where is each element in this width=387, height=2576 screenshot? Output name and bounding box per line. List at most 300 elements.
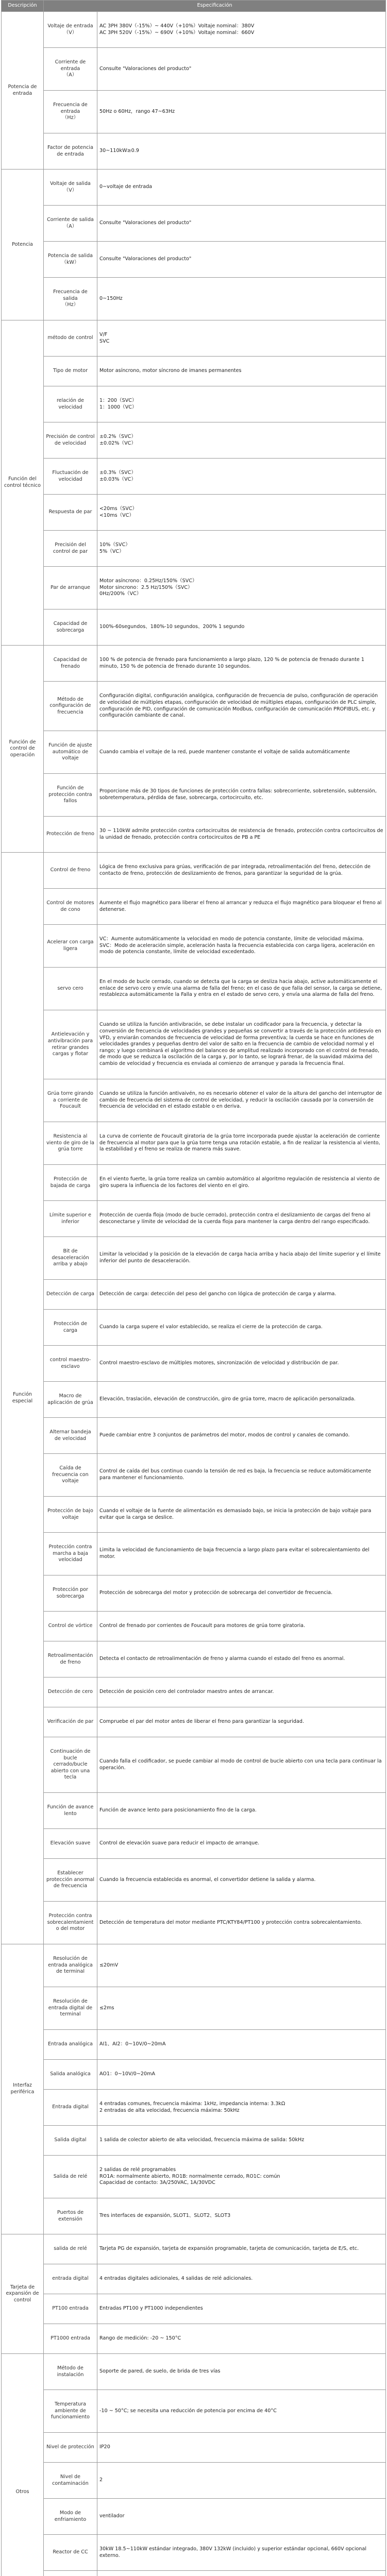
table-row	[2, 1677, 386, 1707]
item-label: Factor de potencia de entrada	[44, 133, 97, 170]
spec-value	[97, 2126, 386, 2156]
spec-line: AO1：0~10V/0~20mA	[99, 2071, 156, 2077]
table-row	[2, 278, 386, 320]
table-header-row	[2, 1, 386, 12]
spec-line: 100 % de potencia de frenado para funcionamiento a largo plazo, 120 % de potencia de frenado durante 1 minuto, 150 % de potencia de frenado durante 10 segundos.	[99, 656, 366, 669]
spec-value	[97, 531, 386, 567]
item-label: Fluctuación de velocidad	[44, 459, 97, 495]
spec-value	[97, 2390, 386, 2433]
table-row	[2, 1737, 386, 1793]
table-row	[2, 386, 386, 422]
table-row	[2, 2390, 386, 2433]
table-row	[2, 48, 386, 91]
spec-value	[97, 1829, 386, 1859]
item-label: Temperatura ambiente de funcionamiento	[44, 2390, 97, 2433]
item-label: Nivel de contaminación	[44, 2463, 97, 2499]
table-row	[2, 2324, 386, 2354]
spec-line: Cuando se utiliza la función antivibración, se debe instalar un codificador para la frecuencia, y detectar la conversión de frecuencia de velocidades grandes y pequeñas se convertir a través de la protección antidesvío en VFD, y enviarán comandos de frecuencia de velocidad de forma preventiva; la cuerda se hace en funciones de velocidades grandes y pequeñas dentro del valor de salto en la frecuencia de cambio de velocidad normal y el rango; y luego combinará el algoritmo del balanceo de amplitud realizado incorporado con el control de frenado, de modo que se reduzca la oscilación de la carga y, por lo tanto, se logrará frenar, de la suavidad máxima del cambio de velocidad y frecuencia es enviada al comienzo de arranque y parada la frecuencia final.	[99, 1022, 383, 1067]
spec-value	[97, 1346, 386, 1382]
spec-line: 0~voltaje de entrada	[99, 184, 153, 190]
item-label: Protección de bajo voltaje	[44, 1497, 97, 1533]
spec-value	[97, 2156, 386, 2198]
spec-value	[97, 774, 386, 817]
table-row	[2, 2499, 386, 2535]
item-label: control maestro-esclavo	[44, 1346, 97, 1382]
item-label: Detección de cero	[44, 1677, 97, 1707]
spec-line: 100%-60segundos、180%-10 segundos、200% 1 segundo	[99, 624, 245, 630]
group-label: Función de control de operación	[2, 646, 44, 853]
spec-value	[97, 2571, 386, 2576]
spec-value	[97, 1533, 386, 1575]
spec-value	[97, 853, 386, 889]
spec-line: Compruebe el par del motor antes de liberar el freno para garantizar la seguridad.	[99, 1719, 305, 1725]
spec-line: 30 ~ 110kW admite protección contra cortocircuitos de resistencia de frenado, protección contra cortocircuitos de la unidad de frenado, protección contra cortocircuitos de PB a PE	[99, 827, 385, 840]
table-row	[2, 774, 386, 817]
table-row	[2, 1793, 386, 1829]
spec-value	[97, 242, 386, 278]
table-row	[2, 1533, 386, 1575]
spec-line: -10 ~ 50°C; se necesita una reducción de potencia por encima de 40°C	[99, 2408, 277, 2414]
spec-line: 5%（VC）	[99, 548, 124, 554]
spec-line: ±0.2%（SVC）	[99, 433, 136, 439]
spec-line: Detección de temperatura del motor mediante PTC/KTY84/PT100 y protección contra sobrecalentamiento.	[99, 1919, 362, 1925]
item-label: Frecuencia de salida （Hz）	[44, 278, 97, 320]
item-label: Capacidad de frenado	[44, 646, 97, 682]
spec-line: Consulte "Valoraciones del producto"	[99, 220, 192, 226]
spec-value	[97, 386, 386, 422]
item-label: Entrada analógica	[44, 2030, 97, 2060]
spec-value	[97, 1079, 386, 1122]
spec-value	[97, 1418, 386, 1454]
table-row	[2, 1010, 386, 1079]
table-row	[2, 1859, 386, 1902]
spec-value	[97, 2499, 386, 2535]
spec-line: Cuando falla el codificador, se puede cambiar al modo de control de bucle abierto con una tecla para continuar la operación.	[99, 1758, 383, 1771]
item-label: método de control	[44, 320, 97, 357]
spec-line: Consulte "Valoraciones del producto"	[99, 65, 192, 72]
spec-value	[97, 1677, 386, 1707]
spec-line: Control de frenado por corrientes de Foucault para motores de grúa torre giratoria.	[99, 1623, 306, 1629]
item-label: Bit de desaceleración arriba y abajo	[44, 1237, 97, 1280]
spec-line: Control maestro-esclavo de múltiples motores, sincronización de velocidad y distribución de par.	[99, 1360, 339, 1366]
spec-value	[97, 1987, 386, 2030]
spec-line: Detección de carga: detección del peso del gancho con lógica de protección de carga y alarma.	[99, 1291, 336, 1297]
table-row	[2, 1497, 386, 1533]
group-label: Potencia	[2, 170, 44, 320]
table-row	[2, 133, 386, 170]
item-label: Voltaje de entrada （V）	[44, 12, 97, 48]
spec-value	[97, 2060, 386, 2090]
table-row	[2, 2354, 386, 2390]
spec-line: ±0.02%（VC）	[99, 440, 136, 446]
spec-line: Proporcione más de 30 tipos de funciones de protección contra fallas: sobrecorriente, sobretensión, subtensión, sobretemperatura, pérdida de fase, sobrecarga, cortocircuito, etc.	[99, 788, 378, 801]
table-row	[2, 1346, 386, 1382]
spec-value	[97, 1280, 386, 1310]
spec-value	[97, 1707, 386, 1737]
spec-value	[97, 646, 386, 682]
spec-value	[97, 2234, 386, 2264]
spec-value	[97, 1201, 386, 1237]
table-row	[2, 1454, 386, 1497]
spec-line: 10%（SVC）	[99, 541, 130, 548]
item-label: Método de instalación	[44, 2354, 97, 2390]
table-row	[2, 2433, 386, 2463]
spec-value	[97, 2198, 386, 2234]
item-label	[44, 2571, 97, 2576]
group-label: Tarjeta de expansión de control	[2, 2234, 44, 2354]
item-label: Puertos de extensión	[44, 2198, 97, 2234]
spec-value	[97, 2463, 386, 2499]
spec-value	[97, 1122, 386, 1165]
spec-value	[97, 2294, 386, 2324]
spec-line: ±0.03%（VC）	[99, 476, 136, 482]
spec-line: AC 3PH 520V（-15%）~ 690V（+10%）Voltaje nominal：660V	[99, 29, 255, 36]
item-label: Método de configuración de frecuencia	[44, 682, 97, 731]
spec-line: 2 entradas de alta velocidad, frecuencia máxima: 50kHz	[99, 2107, 240, 2113]
spec-line: Consulte "Valoraciones del producto"	[99, 256, 192, 262]
spec-line: VC：Aumente automáticamente la velocidad en modo de potencia constante, límite de velocidad máxima.	[99, 936, 364, 942]
item-label: Control de motores de cono	[44, 889, 97, 925]
item-label: Control de vórtice	[44, 1612, 97, 1641]
spec-value	[97, 2324, 386, 2354]
table-row	[2, 12, 386, 48]
spec-value	[97, 2090, 386, 2126]
item-label: Resolución de entrada analógica de terminal	[44, 1944, 97, 1987]
item-label: Nivel de protección	[44, 2433, 97, 2463]
item-label: Función de protección contra fallos	[44, 774, 97, 817]
spec-value	[97, 320, 386, 357]
table-row	[2, 1575, 386, 1612]
table-row	[2, 1707, 386, 1737]
item-label: Alternar bandeja de velocidad	[44, 1418, 97, 1454]
item-label: Límite superior e inferior	[44, 1201, 97, 1237]
spec-value	[97, 1237, 386, 1280]
table-row	[2, 1829, 386, 1859]
table-body	[2, 12, 386, 2576]
group-label: Potencia de entrada	[2, 12, 44, 170]
spec-line: Tarjeta PG de expansión, tarjeta de expansión programable, tarjeta de comunicación, tarjeta de E/S, etc.	[99, 2246, 359, 2252]
table-row	[2, 2198, 386, 2234]
table-row	[2, 2463, 386, 2499]
table-row	[2, 357, 386, 386]
item-label: Retroalimentación de freno	[44, 1641, 97, 1677]
spec-value	[97, 91, 386, 133]
spec-line: RO1A: normalmente abierto, RO1B: normalmente cerrado, RO1C: común	[99, 2173, 280, 2179]
item-label: Salida de relé	[44, 2156, 97, 2198]
spec-value	[97, 48, 386, 91]
spec-line: 0Hz/200%（VC）	[99, 591, 142, 597]
item-label: salida de relé	[44, 2234, 97, 2264]
item-label: Potencia de salida （kW）	[44, 242, 97, 278]
spec-line: Tres interfaces de expansión, SLOT1、SLOT2、SLOT3	[99, 2213, 231, 2219]
spec-line: 2	[99, 2477, 103, 2483]
spec-value	[97, 609, 386, 646]
spec-line: Limita la velocidad de funcionamiento de baja frecuencia a largo plazo para evitar el sobrecalentamiento del motor.	[99, 1547, 371, 1560]
spec-value	[97, 889, 386, 925]
table-row	[2, 531, 386, 567]
spec-line: En el viento fuerte, la grúa torre realiza un cambio automático al algoritmo regulación de resistencia al viento de giro supera la influencia de los factores del viento en el giro.	[99, 1176, 381, 1189]
table-row	[2, 2126, 386, 2156]
spec-value	[97, 1612, 386, 1641]
spec-line: ±0.3%（SVC）	[99, 469, 136, 476]
item-label: Reactor de CC	[44, 2535, 97, 2571]
spec-line: IP20	[99, 2444, 110, 2450]
item-label: Protección contra marcha a baja velocidad	[44, 1533, 97, 1575]
item-label: Resolución de entrada digital de terminal	[44, 1987, 97, 2030]
spec-line: Limitar la velocidad y la posición de la elevación de carga hacia arriba y hacia abajo del límite superior y el límite inferior del punto de desaceleración.	[99, 1251, 382, 1264]
spec-value	[97, 459, 386, 495]
group-label: Otros	[2, 2354, 44, 2576]
item-label: Tipo de motor	[44, 357, 97, 386]
spec-line: Cuando se utiliza la función antivaivén, no es necesario obtener el valor de la altura del gancho del interruptor de cambio de frecuencia del sistema de control de velocidad, y reducir la oscilación causada por la conversión de frecuencia de velocidad en el estado estable o en deriva.	[99, 1091, 384, 1110]
item-label: servo cero	[44, 968, 97, 1010]
spec-line: Entradas PT100 y PT1000 independientes	[99, 2306, 203, 2312]
spec-line: Función de avance lento para posicionamiento fino de la carga.	[99, 1807, 257, 1814]
spec-value	[97, 206, 386, 242]
table-row	[2, 2234, 386, 2264]
spec-value	[97, 1944, 386, 1987]
item-label: Protección contra sobrecalentamiento del motor	[44, 1902, 97, 1944]
table-row	[2, 2571, 386, 2576]
table-row	[2, 2535, 386, 2571]
table-row	[2, 459, 386, 495]
spec-value	[97, 133, 386, 170]
spec-value	[97, 422, 386, 459]
spec-line: Aumente el flujo magnético para liberar el freno al arrancar y reduzca el flujo magnético para bloquear el freno al detenerse.	[99, 900, 383, 912]
spec-line: 1：200（SVC）	[99, 397, 137, 403]
table-row	[2, 1310, 386, 1346]
table-row	[2, 1987, 386, 2030]
spec-line: 0~150Hz	[99, 295, 123, 301]
spec-line: 30~110kW≥0.9	[99, 148, 139, 154]
spec-line: Protección de cuerda floja (modo de bucle cerrado), protección contra el deslizamiento de cargas del freno al desconectarse y límite de velocidad de la cuerda floja para mantener la carga dentro del rango especificado.	[99, 1212, 372, 1225]
item-label: Entrada digital	[44, 2090, 97, 2126]
item-label: Protección de carga	[44, 1310, 97, 1346]
table-row	[2, 609, 386, 646]
table-row	[2, 422, 386, 459]
spec-value	[97, 2433, 386, 2463]
table-row	[2, 968, 386, 1010]
table-row	[2, 1641, 386, 1677]
table-row	[2, 2060, 386, 2090]
spec-value	[97, 2030, 386, 2060]
spec-line: AI1、AI2：0~10V/0~20mA	[99, 2041, 166, 2047]
item-label: Verificación de par	[44, 1707, 97, 1737]
spec-line: Detecta el contacto de retroalimentación de freno y alarma cuando el estado del freno es anormal.	[99, 1656, 345, 1662]
spec-line: 30kW 18.5~110kW estándar integrado, 380V 132kW (incluido) y superior estándar opcional, 660V opcional externo.	[99, 2546, 368, 2558]
table-row	[2, 2030, 386, 2060]
table-row	[2, 731, 386, 774]
spec-line: V/F	[99, 331, 108, 337]
table-row	[2, 242, 386, 278]
item-label: Protección por sobrecarga	[44, 1575, 97, 1612]
item-label: entrada digital	[44, 2264, 97, 2294]
spec-line: Detección de posición cero del controlador maestro antes de arrancar.	[99, 1689, 274, 1695]
spec-line: Configuración digital, configuración analógica, configuración de frecuencia de pulso, configuración de operación de velocidad de múltiples etapas, configuración de velocidad de múltiples etapas, configuración de PLC simple, configuración de PID, configuración de comunicación Modbus, configuración de comunicación PROFIBUS, etc. y configuración cambiante de canal.	[99, 693, 380, 719]
spec-value	[97, 731, 386, 774]
item-label: Establecer protección anormal de frecuencia	[44, 1859, 97, 1902]
item-label: Capacidad de sobrecarga	[44, 609, 97, 646]
table-row	[2, 1280, 386, 1310]
item-label: Función de avance lento	[44, 1793, 97, 1829]
item-label: Antielevación y antivibración para retirar grandes cargas y flotar	[44, 1010, 97, 1079]
item-label: Corriente de entrada （A）	[44, 48, 97, 91]
spec-value	[97, 1641, 386, 1677]
item-label: Macro de aplicación de grúa	[44, 1382, 97, 1418]
spec-line: Motor sincrono：2.5 Hz/150%（SVC）	[99, 584, 193, 590]
spec-line: Cuando la frecuencia establecida es anormal, el convertidor detiene la salida y alarma.	[99, 1876, 316, 1883]
spec-line: ≤20mV	[99, 1962, 119, 1968]
spec-line: Soporte de pared, de suelo, de brida de tres vías	[99, 2368, 221, 2375]
spec-line: <20ms（SVC）	[99, 505, 138, 512]
spec-line: 1：1000（VC）	[99, 404, 137, 410]
spec-value	[97, 2535, 386, 2571]
table-row	[2, 1902, 386, 1944]
spec-line: 1 salida de colector abierto de alta velocidad, frecuencia máxima de salida: 50kHz	[99, 2137, 305, 2143]
group-label: Función especial	[2, 853, 44, 1944]
table-row	[2, 1418, 386, 1454]
spec-line: Cuando la carga supere el valor establecido, se realiza el cierre de la protección de carga.	[99, 1324, 323, 1330]
item-label: Acelerar con carga ligera	[44, 925, 97, 968]
table-row	[2, 1382, 386, 1418]
item-label: Frecuencia de entrada （Hz）	[44, 91, 97, 133]
spec-value	[97, 1382, 386, 1418]
spec-value	[97, 12, 386, 48]
spec-value	[97, 1793, 386, 1829]
table-row	[2, 495, 386, 531]
item-label: Protección de bajada de carga	[44, 1165, 97, 1201]
item-label: Salida analógica	[44, 2060, 97, 2090]
group-label: Interfaz periférica	[2, 1944, 44, 2234]
spec-value	[97, 567, 386, 609]
spec-value	[97, 817, 386, 853]
item-label: Grúa torre girando a corriente de Foucault	[44, 1079, 97, 1122]
table-row	[2, 2090, 386, 2126]
spec-line: La curva de corriente de Foucault giratoria de la grúa torre incorporada puede ajustar la aceleración de corriente de frecuencia al motor para que la grúa torre tenga una rotación estable, a fin de realizar la resistencia al viento, la estabilidad y el freno se realiza de manera más suave.	[99, 1133, 382, 1153]
spec-value	[97, 278, 386, 320]
table-row	[2, 1944, 386, 1987]
item-label: Continuación de bucle cerrado/bucle abierto con una tecla	[44, 1737, 97, 1793]
table-row	[2, 206, 386, 242]
spec-value	[97, 1902, 386, 1944]
spec-value	[97, 1165, 386, 1201]
item-label: PT100 entrada	[44, 2294, 97, 2324]
table-row	[2, 1201, 386, 1237]
item-label: Protección de freno	[44, 817, 97, 853]
spec-value	[97, 1575, 386, 1612]
spec-line: Motor asíncrono：0.25Hz/150%（SVC）	[99, 578, 197, 584]
table-row	[2, 1165, 386, 1201]
table-row	[2, 817, 386, 853]
item-label: Precisión de control de velocidad	[44, 422, 97, 459]
spec-line: ventilador	[99, 2513, 125, 2519]
specification-column-header: Especificación	[44, 1, 386, 12]
spec-value	[97, 1497, 386, 1533]
spec-value	[97, 1737, 386, 1793]
table-row	[2, 925, 386, 968]
item-label: Control de freno	[44, 853, 97, 889]
spec-line: Cuando cambia el voltaje de la red, puede mantener constante el voltaje de salida automáticamente	[99, 749, 350, 755]
spec-line: Motor asíncrono, motor síncrono de imanes permanentes	[99, 368, 242, 374]
table-row	[2, 1079, 386, 1122]
table-row	[2, 1237, 386, 1280]
spec-value	[97, 682, 386, 731]
spec-line: Control de elevación suave para reducir el impacto de arranque.	[99, 1840, 260, 1846]
spec-line: Lógica de freno exclusiva para grúas, verificación de par integrada, retroalimentación del freno, detección de contacto de freno, protección de deslizamiento de frenos, para garantizar la seguridad de la grúa.	[99, 863, 373, 876]
spec-value	[97, 1310, 386, 1346]
spec-value	[97, 925, 386, 968]
spec-value	[97, 968, 386, 1010]
spec-value	[97, 170, 386, 206]
table-row	[2, 2156, 386, 2198]
description-column-header: Descripción	[2, 1, 44, 12]
item-label: Modo de enfriamiento	[44, 2499, 97, 2535]
spec-line: Control de caída del bus continuo cuando la tensión de red es baja, la frecuencia se reduce automáticamente para mantener el funcionamiento.	[99, 1468, 373, 1481]
spec-value	[97, 357, 386, 386]
spec-line: <10ms（VC）	[99, 512, 134, 518]
item-label: Elevación suave	[44, 1829, 97, 1859]
spec-value	[97, 1454, 386, 1497]
table-row	[2, 320, 386, 357]
item-label: Salida digital	[44, 2126, 97, 2156]
spec-line: ≤2ms	[99, 2005, 114, 2011]
spec-value	[97, 495, 386, 531]
spec-line: Puede cambiar entre 3 conjuntos de parámetros del motor, modos de control y canales de comando.	[99, 1432, 350, 1438]
item-label: Corriente de salida （A）	[44, 206, 97, 242]
spec-value	[97, 2264, 386, 2294]
spec-value	[97, 1859, 386, 1902]
specification-table	[1, 0, 386, 2576]
table-row	[2, 682, 386, 731]
item-label: Función de ajuste automático de voltaje	[44, 731, 97, 774]
table-row	[2, 853, 386, 889]
table-row	[2, 1122, 386, 1165]
item-label: relación de velocidad	[44, 386, 97, 422]
spec-line: Rango de medición: -20 ~ 150°C	[99, 2335, 181, 2342]
spec-line: Capacidad de contacto: 3A/250VAC, 1A/30VDC	[99, 2180, 215, 2186]
spec-line: SVC：Modo de aceleración simple, aceleración hasta la frecuencia establecida con carga ligera, aceleración en modo de potencia constante, límite de velocidad excedentado.	[99, 942, 377, 955]
item-label: Detección de carga	[44, 1280, 97, 1310]
item-label: PT1000 entrada	[44, 2324, 97, 2354]
spec-line: En el modo de bucle cerrado, cuando se detecta que la carga se desliza hacia abajo, active automáticamente el enlace de servo cero y envíe una alarma de falla del freno; en el caso de que falla del sensor, la carga se detiene, restablezca automáticamente la Falla y entra en el estado de servo cero, y envía una alarma de falla del freno.	[99, 979, 384, 998]
group-label: Función del control técnico	[2, 320, 44, 646]
spec-line: Protección de sobrecarga del motor y protección de sobrecarga del convertidor de frecuencia.	[99, 1590, 333, 1596]
spec-line: AC 3PH 380V（-15%）~ 440V（+10%）Voltaje nominal：380V	[99, 23, 255, 29]
item-label: Resistencia al viento de giro de la grúa torre	[44, 1122, 97, 1165]
item-label: Par de arranque	[44, 567, 97, 609]
table-row	[2, 91, 386, 133]
table-row	[2, 567, 386, 609]
spec-line: 2 salidas de relé programables	[99, 2167, 176, 2173]
spec-line: Elevación, traslación, elevación de construcción, giro de grúa torre, macro de aplicación personalizada.	[99, 1396, 356, 1402]
spec-line: SVC	[99, 338, 110, 344]
item-label: Precisión del control de par	[44, 531, 97, 567]
spec-line: 50Hz o 60Hz，rango 47~63Hz	[99, 108, 175, 114]
table-row	[2, 646, 386, 682]
table-row	[2, 170, 386, 206]
spec-line: 4 entradas digitales adicionales, 4 salidas de relé adicionales.	[99, 2276, 253, 2282]
item-label: Caída de frecuencia con voltaje	[44, 1454, 97, 1497]
table-row	[2, 2264, 386, 2294]
spec-value	[97, 2354, 386, 2390]
item-label: Respuesta de par	[44, 495, 97, 531]
item-label: Voltaje de salida （V）	[44, 170, 97, 206]
table-row	[2, 1612, 386, 1641]
table-row	[2, 889, 386, 925]
spec-line: 4 entradas comunes, frecuencia máxima: 1kHz, impedancia interna: 3.3kΩ	[99, 2100, 285, 2107]
table-row	[2, 2294, 386, 2324]
spec-line: Cuando el voltaje de la fuente de alimentación es demasiado bajo, se inicia la protección de bajo voltaje para evitar que la carga se deslice.	[99, 1507, 373, 1520]
